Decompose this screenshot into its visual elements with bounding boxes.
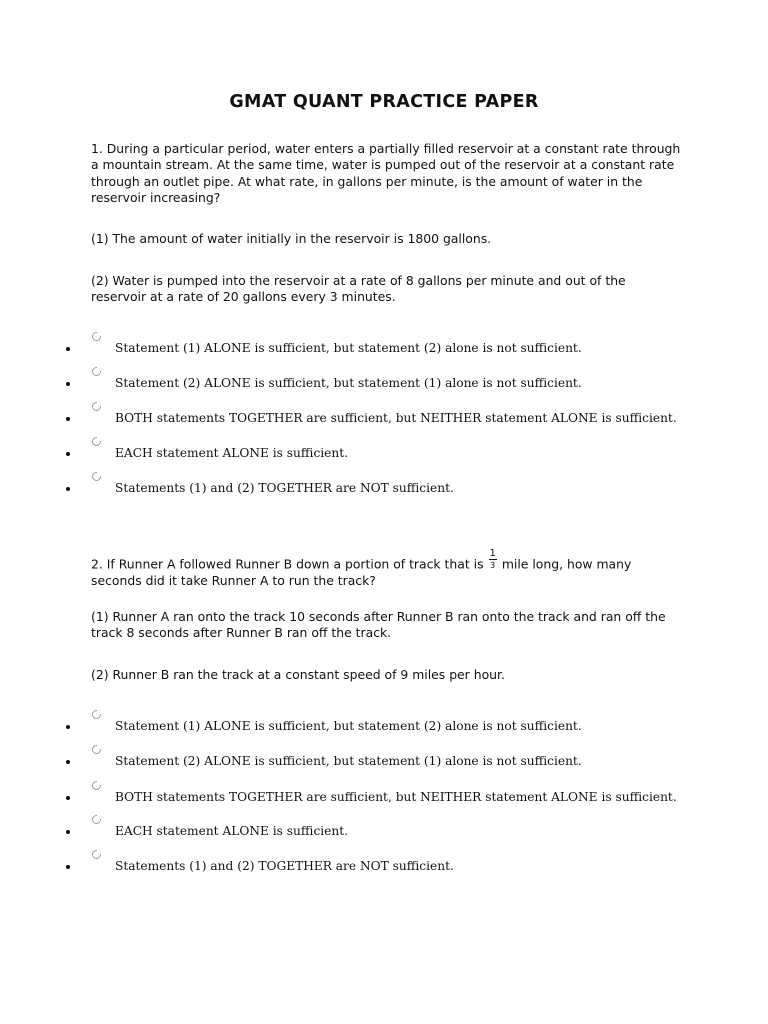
option-label: EACH statement ALONE is sufficient. — [115, 824, 349, 838]
question-2-option-a[interactable] — [0, 716, 768, 736]
radio-button-icon[interactable] — [92, 472, 101, 481]
question-1-option-a[interactable] — [0, 338, 768, 358]
radio-button-icon[interactable] — [92, 437, 101, 446]
question-1-statement-2: (2) Water is pumped into the reservoir at a rate of 8 gallons per minute and out of the reservoir at a rate of 20 gallons every 3 minutes. — [91, 273, 626, 305]
question-2-option-b[interactable] — [0, 751, 768, 771]
question-1-option-e[interactable] — [0, 478, 768, 498]
bullet-dot-icon — [66, 865, 70, 869]
option-label: Statement (2) ALONE is sufficient, but statement (1) alone is not sufficient. — [115, 376, 582, 390]
bullet-dot-icon — [66, 452, 70, 456]
option-label: BOTH statements TOGETHER are sufficient, but NEITHER statement ALONE is sufficient. — [115, 790, 677, 804]
question-1-statement-1: (1) The amount of water initially in the reservoir is 1800 gallons. — [91, 231, 492, 246]
option-label: Statement (1) ALONE is sufficient, but statement (2) alone is not sufficient. — [115, 719, 582, 733]
option-label: Statements (1) and (2) TOGETHER are NOT sufficient. — [115, 481, 454, 495]
option-label: Statement (1) ALONE is sufficient, but statement (2) alone is not sufficient. — [115, 341, 582, 355]
radio-button-icon[interactable] — [92, 710, 101, 719]
fraction-denominator: 3 — [490, 561, 496, 570]
bullet-dot-icon — [66, 347, 70, 351]
question-2-statement-1: (1) Runner A ran onto the track 10 seconds after Runner B ran onto the track and ran off the track 8 seconds after Runner B ran off the track. — [91, 609, 666, 641]
question-1-stem: 1. During a particular period, water enters a partially filled reservoir at a constant rate through a mountain stream. At the same time, water is pumped out of the reservoir at a constant rate through an outlet pipe. At what rate, in gallons per minute, is the amount of water in the reservoir increasing? — [91, 141, 681, 206]
option-label: Statement (2) ALONE is sufficient, but statement (1) alone is not sufficient. — [115, 754, 582, 768]
option-label: EACH statement ALONE is sufficient. — [115, 446, 349, 460]
question-2-option-e[interactable] — [0, 856, 768, 876]
bullet-dot-icon — [66, 830, 70, 834]
bullet-dot-icon — [66, 796, 70, 800]
bullet-dot-icon — [66, 417, 70, 421]
radio-button-icon[interactable] — [92, 815, 101, 824]
page-title: GMAT QUANT PRACTICE PAPER — [229, 92, 539, 112]
fraction-numerator: 1 — [489, 548, 496, 559]
radio-button-icon[interactable] — [92, 745, 101, 754]
question-1-option-c[interactable] — [0, 408, 768, 428]
question-2-option-d[interactable] — [0, 821, 768, 841]
bullet-dot-icon — [66, 760, 70, 764]
question-2-stem — [91, 550, 681, 589]
radio-button-icon[interactable] — [92, 781, 101, 790]
question-2-stem-end: mile long, how many seconds did it take Runner A to run the track? — [91, 556, 632, 588]
radio-button-icon[interactable] — [92, 850, 101, 859]
bullet-dot-icon — [66, 487, 70, 491]
question-2-stem-start: 2. If Runner A followed Runner B down a portion of track that is — [91, 556, 484, 572]
radio-button-icon[interactable] — [92, 332, 101, 341]
option-label: Statements (1) and (2) TOGETHER are NOT sufficient. — [115, 859, 454, 873]
bullet-dot-icon — [66, 725, 70, 729]
option-label: BOTH statements TOGETHER are sufficient, but NEITHER statement ALONE is sufficient. — [115, 411, 677, 425]
fraction — [489, 548, 497, 571]
radio-button-icon[interactable] — [92, 367, 101, 376]
question-1-option-d[interactable] — [0, 443, 768, 463]
bullet-dot-icon — [66, 382, 70, 386]
question-1-option-b[interactable] — [0, 373, 768, 393]
question-2-option-c[interactable] — [0, 787, 768, 807]
question-2-statement-2: (2) Runner B ran the track at a constant speed of 9 miles per hour. — [91, 667, 505, 682]
radio-button-icon[interactable] — [92, 402, 101, 411]
